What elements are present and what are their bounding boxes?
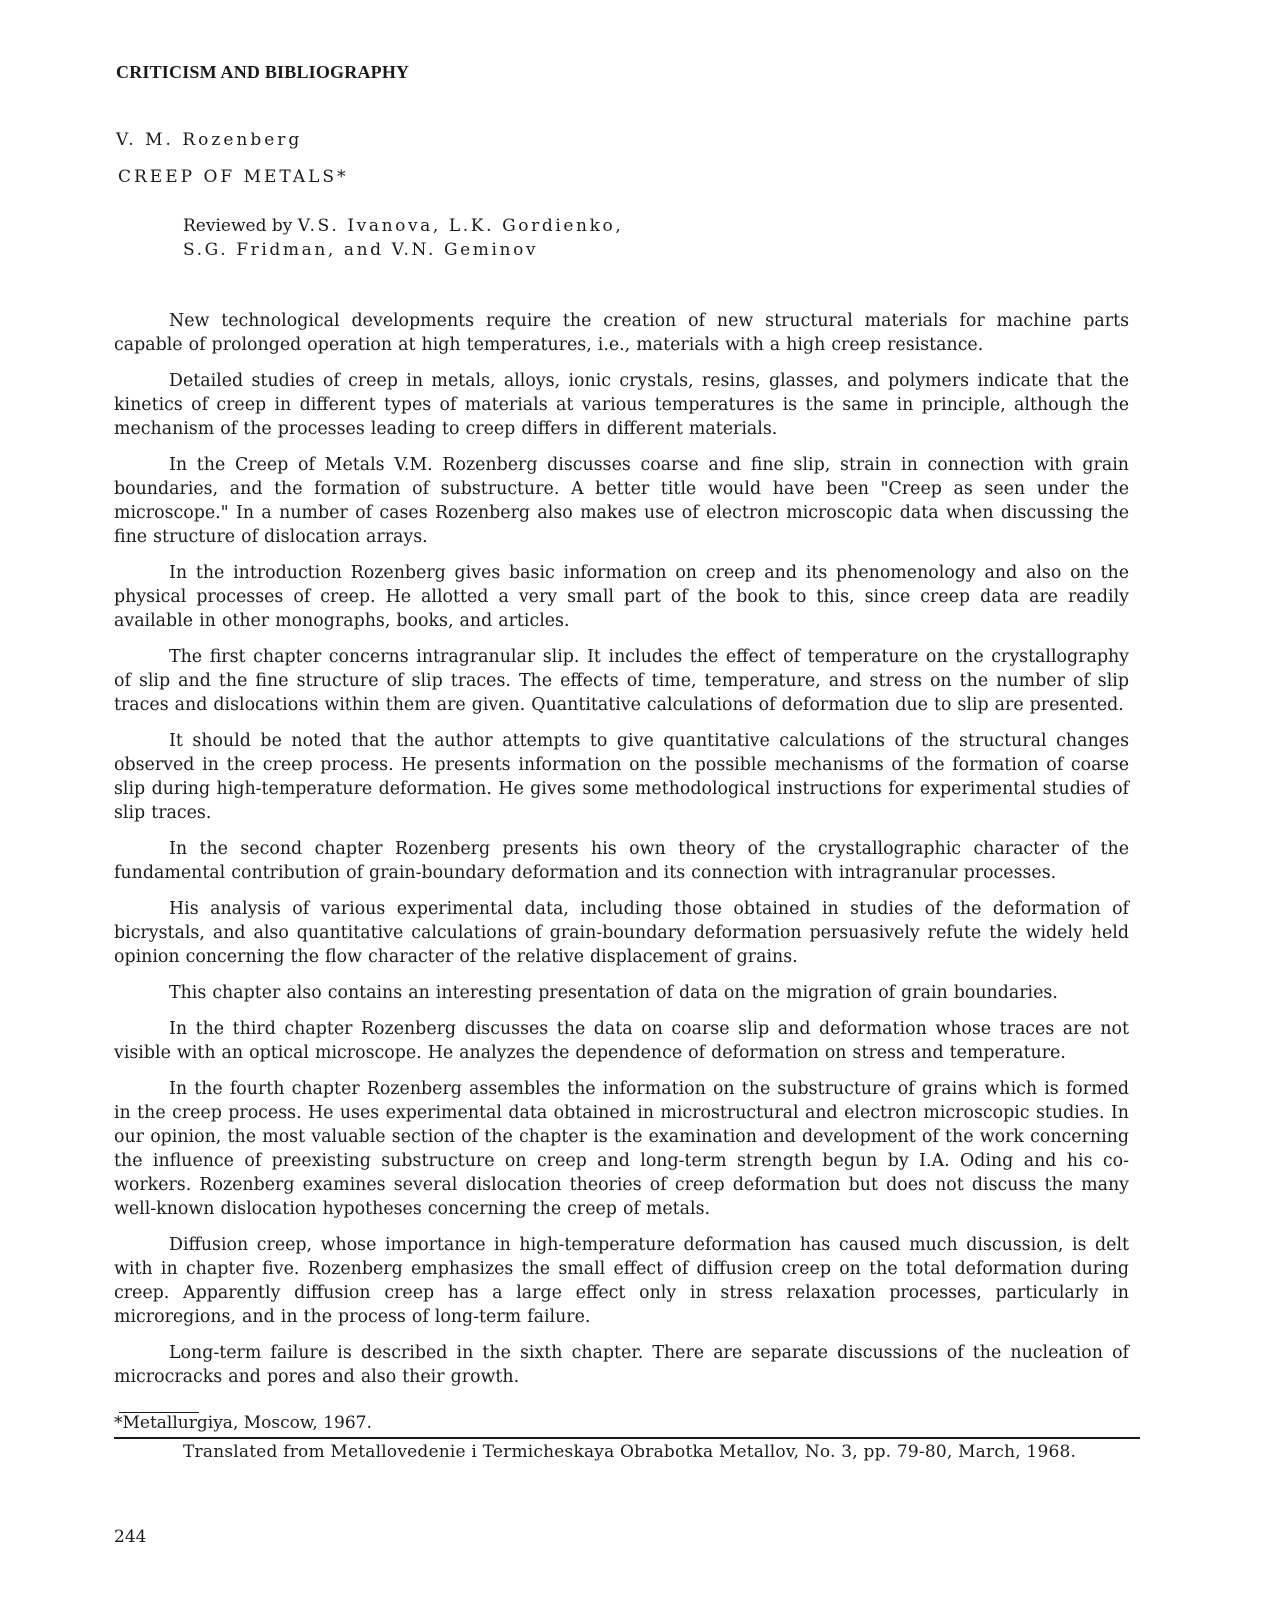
book-title: CREEP OF METALS*: [118, 167, 349, 187]
book-author: V. M. Rozenberg: [116, 130, 303, 150]
section-title: CRITICISM AND BIBLIOGRAPHY: [116, 62, 410, 82]
paragraph: In the fourth chapter Rozenberg assembles the information on the substructure of grains which is formed in the creep process. He uses experimental data obtained in microstructural and electron microscopic studies. In our opinion, the most valuable section of the chapter is the examination and development of the work concerning the influence of preexisting substructure on creep and long-term strength begun by I.A. Oding and his co-workers. Rozenberg examines several dislocation theories of creep deformation but does not discuss the many well-known dislocation hypotheses concerning the creep of metals.: [114, 1079, 1129, 1219]
paragraph: New technological developments require the creation of new structural materials for machine parts capable of prolonged operation at high temperatures, i.e., materials with a high creep resistance.: [114, 311, 1129, 355]
footnote: *Metallurgiya, Moscow, 1967.: [114, 1413, 372, 1433]
paragraph: In the third chapter Rozenberg discusses the data on coarse slip and deformation whose traces are not visible with an optical microscope. He analyzes the dependence of deformation on stress and temperature.: [114, 1019, 1129, 1063]
paragraph: In the second chapter Rozenberg presents his own theory of the crystallographic character of the fundamental contribution of grain-boundary deformation and its connection with intragranular processes.: [114, 839, 1129, 883]
review-body: [114, 309, 1129, 1401]
reviewers-line-2: [183, 238, 883, 262]
paragraph: Detailed studies of creep in metals, alloys, ionic crystals, resins, glasses, and polymers indicate that the kinetics of creep in different types of materials at various temperatures is the same in principle, although the mechanism of the processes leading to creep differs in different materials.: [114, 371, 1129, 439]
reviewers-names-2: S.G. Fridman, and V.N. Geminov: [183, 240, 539, 260]
paragraph: Diffusion creep, whose importance in high-temperature deformation has caused much discussion, is delt with in chapter five. Rozenberg emphasizes the small effect of diffusion creep on the total deformation during creep. Apparently diffusion creep has a large effect only in stress relaxation processes, particularly in microregions, and in the process of long-term failure.: [114, 1235, 1129, 1327]
page-number: 244: [114, 1527, 147, 1547]
paragraph: In the Creep of Metals V.M. Rozenberg discusses coarse and fine slip, strain in connection with grain boundaries, and the formation of substructure. A better title would have been "Creep as seen under the microscope." In a number of cases Rozenberg also makes use of electron microscopic data when discussing the fine structure of dislocation arrays.: [114, 455, 1129, 547]
paragraph: Long-term failure is described in the sixth chapter. There are separate discussions of the nucleation of microcracks and pores and also their growth.: [114, 1343, 1129, 1387]
paragraph: The first chapter concerns intragranular slip. It includes the effect of temperature on the crystallography of slip and the fine structure of slip traces. The effects of time, temperature, and stress on the number of slip traces and dislocations within them are given. Quantitative calculations of deformation due to slip are presented.: [114, 647, 1129, 715]
reviewers-line-1: [183, 214, 883, 238]
paragraph: It should be noted that the author attempts to give quantitative calculations of the structural changes observed in the creep process. He presents information on the possible mechanisms of the formation of coarse slip during high-temperature deformation. He gives some methodological instructions for experimental studies of slip traces.: [114, 731, 1129, 823]
bottom-divider: [114, 1437, 1140, 1439]
paragraph: His analysis of various experimental data, including those obtained in studies of the deformation of bicrystals, and also quantitative calculations of grain-boundary deformation persuasively refute the widely held opinion concerning the flow character of the relative displacement of grains.: [114, 899, 1129, 967]
translation-note: Translated from Metallovedenie i Termicheskaya Obrabotka Metallov, No. 3, pp. 79-80, March, 1968.: [183, 1442, 1077, 1462]
paragraph: This chapter also contains an interesting presentation of data on the migration of grain boundaries.: [169, 983, 1058, 1003]
reviewers-block: [183, 214, 883, 262]
reviewed-by-label: Reviewed by: [183, 216, 293, 236]
reviewers-names-1: V.S. Ivanova, L.K. Gordienko,: [297, 216, 624, 236]
paragraph: In the introduction Rozenberg gives basic information on creep and its phenomenology and also on the physical processes of creep. He allotted a very small part of the book to this, since creep data are readily available in other monographs, books, and articles.: [114, 563, 1129, 631]
